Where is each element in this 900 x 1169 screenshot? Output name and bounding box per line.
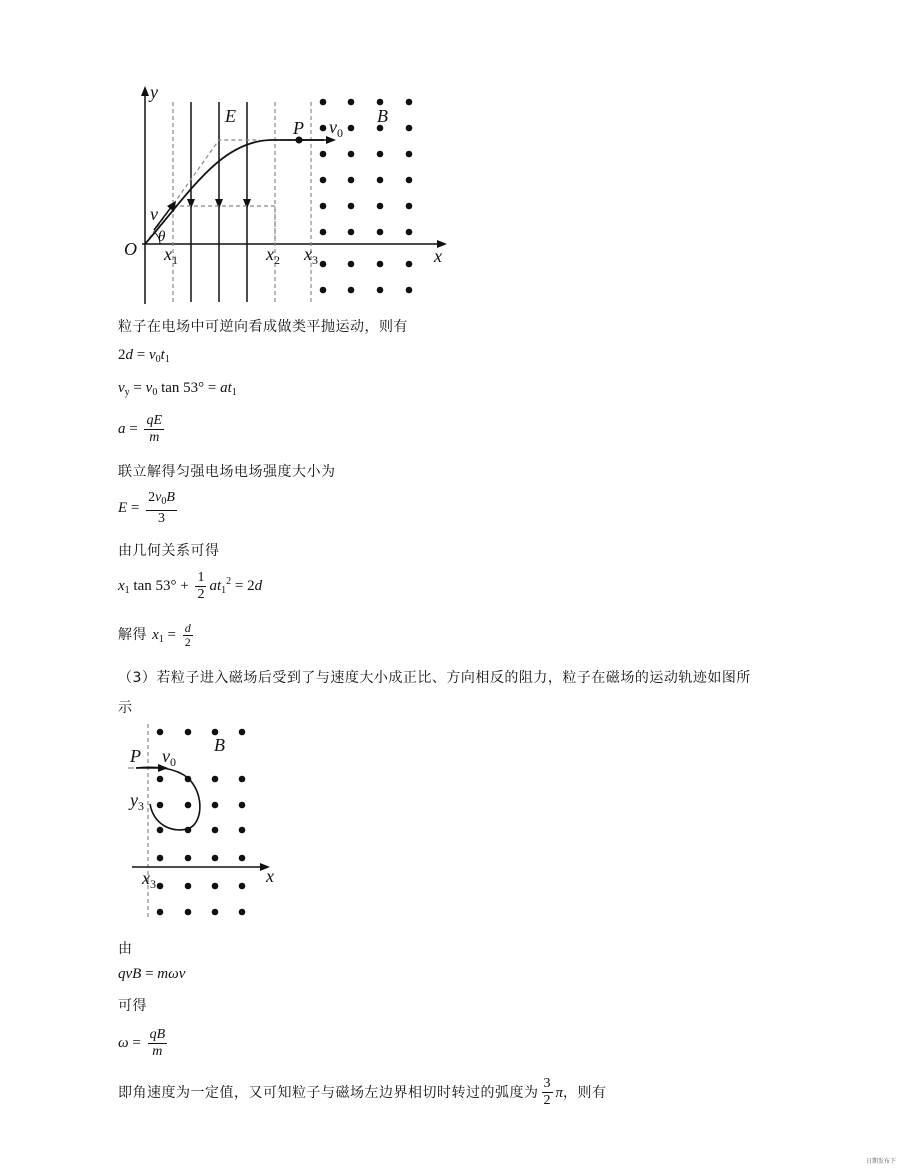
field-dot xyxy=(320,287,327,294)
field-dot xyxy=(348,177,355,184)
label-x3: $x_3$ xyxy=(142,868,156,891)
field-arrowheads xyxy=(187,199,251,209)
text-line-8 xyxy=(118,1076,607,1109)
field-dot xyxy=(212,827,219,834)
field-dot xyxy=(377,151,384,158)
equation-2: $v_y = v_0$ $\tan 53^\circ = at_1$ xyxy=(118,380,237,398)
equation-3: a = $\frac{qE}{m}$ xyxy=(118,413,163,445)
field-dot xyxy=(239,883,246,890)
field-dot xyxy=(212,909,219,916)
field-dot xyxy=(348,125,355,132)
field-dot xyxy=(212,883,219,890)
equation-6-line xyxy=(118,622,196,649)
field-dot xyxy=(320,229,327,236)
field-dot xyxy=(377,203,384,210)
field-dot xyxy=(239,855,246,862)
label-p: P xyxy=(293,118,304,138)
label-b: B xyxy=(377,106,388,126)
text-line-6: 由 xyxy=(118,941,133,957)
field-dot xyxy=(239,729,246,736)
field-dot xyxy=(320,177,327,184)
field-dot xyxy=(157,909,164,916)
figure-magnetic-spiral xyxy=(118,722,288,922)
text-line-8-prefix: 即角速度为一定值，又可知粒子与磁场左边界相切时转过的弧度为 xyxy=(118,1085,539,1101)
field-dot xyxy=(157,802,164,809)
label-origin: O xyxy=(124,239,137,259)
field-dot xyxy=(377,261,384,268)
text-line-3: 由几何关系可得 xyxy=(118,543,220,559)
equation-1: $2d = v_0t_1$ xyxy=(118,347,170,365)
field-dot xyxy=(377,99,384,106)
text-line-5-cont: 示 xyxy=(118,700,133,716)
fraction-3-over-2: $\frac{3}{2}$ xyxy=(543,1076,551,1108)
text-line-1: 粒子在电场中可逆向看成做类平抛运动，则有 xyxy=(118,319,408,335)
label-y3: $y_3$ xyxy=(130,790,144,813)
field-dot xyxy=(320,261,327,268)
label-v0: $v_0$ xyxy=(162,746,176,769)
field-dot xyxy=(185,909,192,916)
label-x2: $x_2$ xyxy=(266,244,280,267)
field-dot xyxy=(348,261,355,268)
field-dot xyxy=(320,125,327,132)
equation-5: $x_1$ tan 53° + $\frac{1}{2}$ $at_1^2 = 2d$ xyxy=(118,570,263,602)
text-line-5: （3）若粒子进入磁场后受到了与速度大小成正比、方向相反的阻力，粒子在磁场的运动轨迹如图所 xyxy=(118,670,751,686)
label-v0: $v_0$ xyxy=(329,117,343,140)
field-dot xyxy=(348,151,355,158)
field-dot xyxy=(348,229,355,236)
label-x: x xyxy=(266,866,274,886)
field-dot xyxy=(239,776,246,783)
equation-8: ω = $\frac{qB}{m}$ xyxy=(118,1027,166,1059)
field-dot xyxy=(212,855,219,862)
label-e: E xyxy=(225,106,236,126)
label-y: y xyxy=(150,82,158,102)
label-x3: $x_3$ xyxy=(304,244,318,267)
watermark: 日期发布下 xyxy=(865,1158,896,1165)
field-dot xyxy=(157,883,164,890)
field-dot xyxy=(406,203,413,210)
v0-arrowhead xyxy=(326,136,336,144)
label-b: B xyxy=(214,735,225,755)
field-dot xyxy=(185,802,192,809)
field-dot xyxy=(157,729,164,736)
field-dot xyxy=(320,99,327,106)
field-dot xyxy=(212,802,219,809)
text-line-7: 可得 xyxy=(118,998,147,1014)
pi-symbol: π xyxy=(555,1085,564,1101)
field-dot xyxy=(348,203,355,210)
field-dot xyxy=(185,729,192,736)
label-x: x xyxy=(434,246,442,266)
field-dot xyxy=(157,776,164,783)
field-dot xyxy=(406,261,413,268)
field-dot xyxy=(157,827,164,834)
y-axis-arrow xyxy=(141,86,149,96)
field-dot xyxy=(406,229,413,236)
field-dot xyxy=(406,99,413,106)
equation-4: E = $\frac{2v_0B}{3}$ xyxy=(118,490,175,526)
field-dot xyxy=(406,151,413,158)
field-dot xyxy=(406,287,413,294)
field-dot xyxy=(239,909,246,916)
field-dot xyxy=(212,776,219,783)
trajectory-curve xyxy=(145,140,324,244)
field-dot xyxy=(377,229,384,236)
field-dot xyxy=(320,151,327,158)
text-line-2: 联立解得匀强电场电场强度大小为 xyxy=(118,464,336,480)
field-dot xyxy=(185,855,192,862)
label-v: v xyxy=(150,204,158,224)
label-p: P xyxy=(130,746,141,766)
field-dot xyxy=(157,855,164,862)
field-dot xyxy=(377,287,384,294)
solve-prefix: 解得 xyxy=(118,626,147,643)
field-dot xyxy=(348,287,355,294)
field-dot xyxy=(185,883,192,890)
figure-electric-magnetic-field xyxy=(110,82,460,307)
equation-7: qvB = mωv xyxy=(118,966,186,982)
field-dot xyxy=(239,802,246,809)
equation-6: $x_1$ = $\frac{d}{2}$ xyxy=(152,621,191,649)
field-dot xyxy=(320,203,327,210)
label-x1: $x_1$ xyxy=(164,244,178,267)
field-dot xyxy=(377,177,384,184)
field-dot xyxy=(406,125,413,132)
label-theta: θ xyxy=(158,229,166,245)
field-dot xyxy=(348,99,355,106)
text-line-8-suffix: ，则有 xyxy=(563,1085,607,1101)
field-dot xyxy=(406,177,413,184)
field-dot xyxy=(239,827,246,834)
